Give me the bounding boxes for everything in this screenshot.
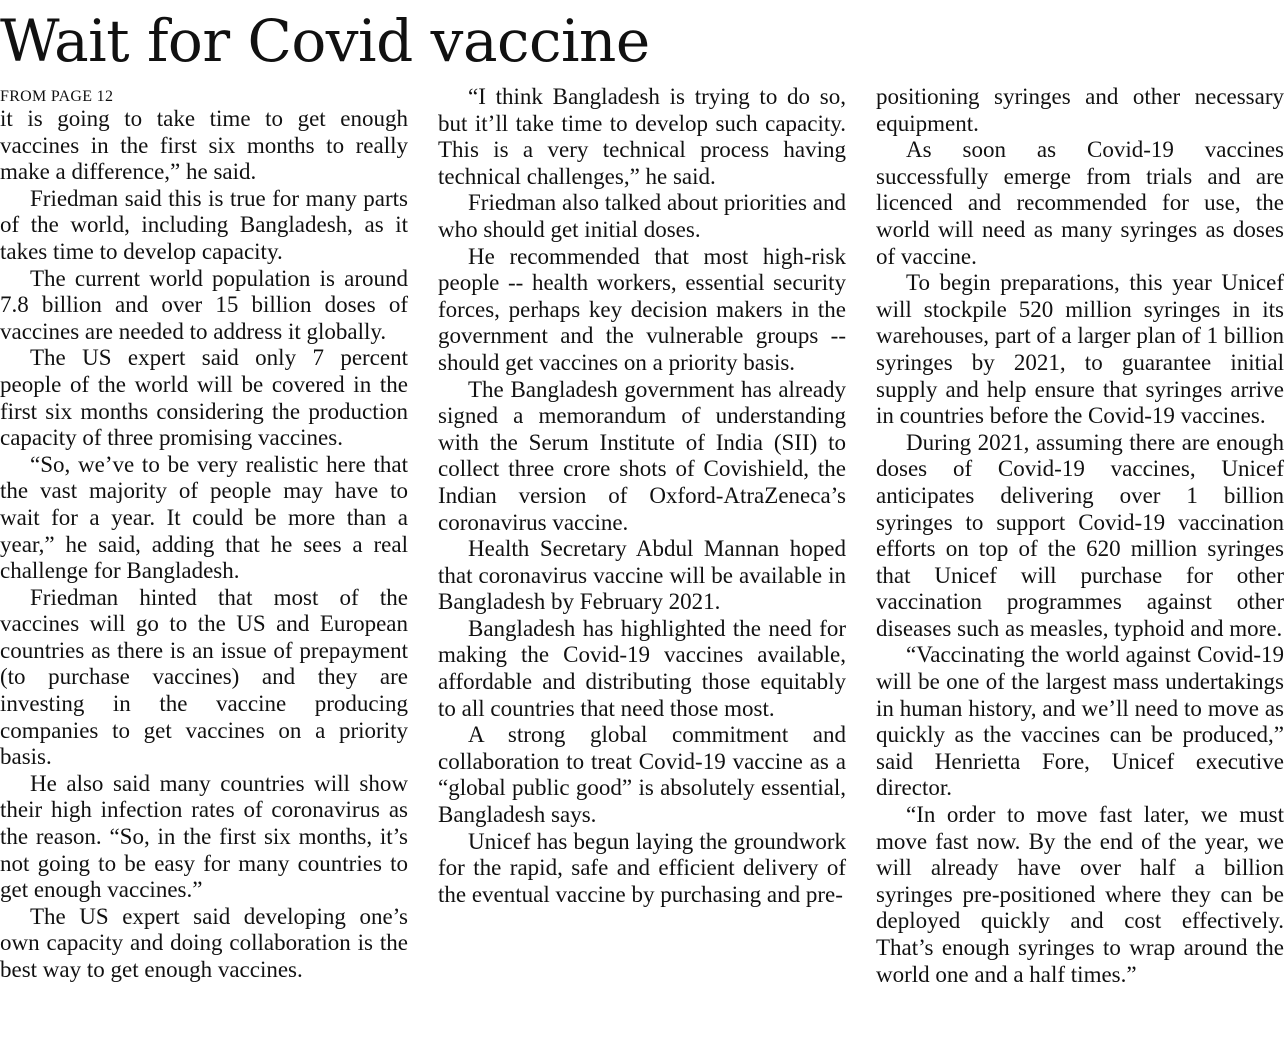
jump-line: FROM PAGE 12 bbox=[0, 88, 114, 105]
paragraph: Bangladesh has highlighted the need for making the Covid-19 vaccines available, affordable and distributing those equitably to all countries that need those most. bbox=[438, 615, 846, 721]
paragraph: positioning syringes and other necessary equipment. bbox=[876, 84, 1284, 136]
paragraph: Unicef has begun laying the groundwork for the rapid, safe and efficient delivery of the eventual vaccine by purchasing and pre- bbox=[438, 828, 846, 907]
paragraph: “I think Bangladesh is trying to do so, but it’ll take time to develop such capacity. This is a very technical process having technical challenges,” he said. bbox=[438, 84, 846, 189]
paragraph: He recommended that most high-risk people -- health workers, essential security forces, perhaps key decision makers in the government and the vulnerable groups -- should get vaccines on a priority basis. bbox=[438, 243, 846, 375]
paragraph: During 2021, assuming there are enough doses of Covid-19 vaccines, Unicef anticipates delivering over 1 billion syringes to support Covid-19 vaccination efforts on top of the 620 million syringes that Unicef will purchase for other vaccination programmes against other diseases such as measles, typhoid and more. bbox=[876, 429, 1284, 641]
paragraph: Friedman said this is true for many parts of the world, including Bangladesh, as it takes time to develop capacity. bbox=[0, 185, 408, 264]
paragraph: He also said many countries will show their high infection rates of coronavirus as the reason. “So, in the first six months, it’s not going to be easy for many countries to get enough vaccines.” bbox=[0, 770, 408, 903]
article-column-3 bbox=[876, 84, 1284, 988]
paragraph: The US expert said only 7 percent people of the world will be covered in the first six months considering the production capacity of three promising vaccines. bbox=[0, 345, 408, 451]
paragraph: “So, we’ve to be very realistic here that the vast majority of people may have to wait for a year. It could be more than a year,” he said, adding that he sees a real challenge for Bangladesh. bbox=[0, 451, 408, 584]
paragraph: To begin preparations, this year Unicef will stockpile 520 million syringes in its warehouses, part of a larger plan of 1 billion syringes by 2021, to guarantee initial supply and help ensure that syringes arrive in countries before the Covid-19 vaccines. bbox=[876, 270, 1284, 429]
paragraph: The US expert said developing one’s own capacity and doing collaboration is the best way to get enough vaccines. bbox=[0, 903, 408, 982]
paragraph: Friedman hinted that most of the vaccines will go to the US and European countries as there is an issue of prepayment (to purchase vaccines) and they are investing in the vaccine producing companies to get vaccines on a priority basis. bbox=[0, 584, 408, 770]
paragraph: The Bangladesh government has already signed a memorandum of understanding with the Serum Institute of India (SII) to collect three crore shots of Covishield, the Indian version of Oxford-AtraZeneca’s coronavirus vaccine. bbox=[438, 376, 846, 535]
article-column-2 bbox=[438, 84, 846, 908]
paragraph: Health Secretary Abdul Mannan hoped that coronavirus vaccine will be available in Bangladesh by February 2021. bbox=[438, 536, 846, 615]
paragraph: Friedman also talked about priorities and who should get initial doses. bbox=[438, 190, 846, 242]
paragraph: “In order to move fast later, we must move fast now. By the end of the year, we will already have over half a billion syringes pre-positioned where they can be deployed quickly and cost effectively. That’s enough syringes to wrap around the world one and a half times.” bbox=[876, 802, 1284, 987]
paragraph: A strong global commitment and collaboration to treat Covid-19 vaccine as a “global public good” is absolutely essential, Bangladesh says. bbox=[438, 722, 846, 828]
paragraph: As soon as Covid-19 vaccines successfully emerge from trials and are licenced and recommended for use, the world will need as many syringes as doses of vaccine. bbox=[876, 137, 1284, 269]
paragraph: it is going to take time to get enough vaccines in the first six months to really make a difference,” he said. bbox=[0, 106, 408, 185]
paragraph: “Vaccinating the world against Covid-19 will be one of the largest mass undertakings in human history, and we’ll need to move as quickly as the vaccines can be produced,” said Henrietta Fore, Unicef executive director. bbox=[876, 642, 1284, 801]
headline: Wait for Covid vaccine bbox=[0, 7, 650, 75]
article-column-1 bbox=[0, 88, 408, 984]
paragraph: The current world population is around 7.8 billion and over 15 billion doses of vaccines are needed to address it globally. bbox=[0, 265, 408, 344]
